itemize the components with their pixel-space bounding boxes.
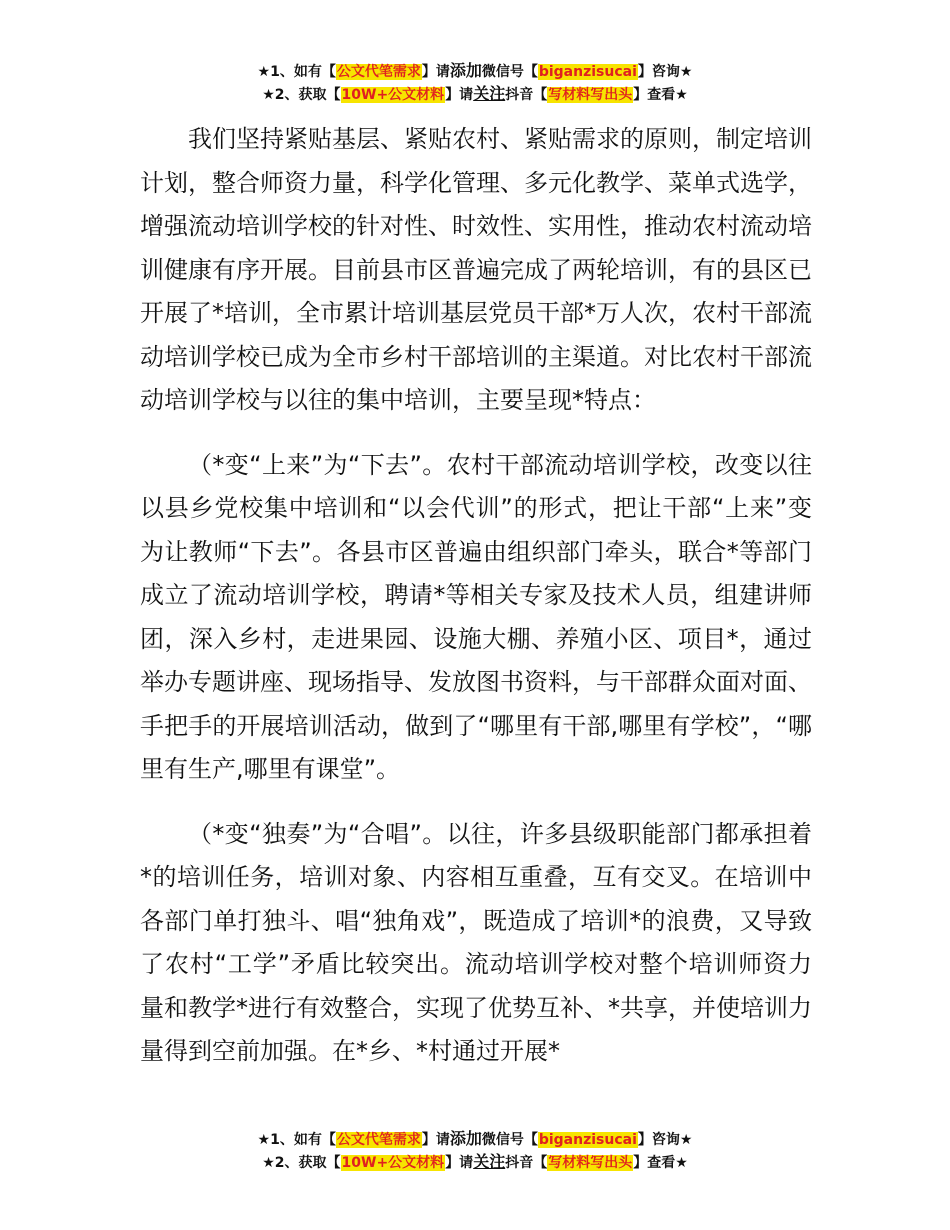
banner-line-1: ★1、如有【公文代笔需求】请添加微信号【biganzisucai】咨询★ [257,1129,693,1148]
banner-line-2: ★2、获取【10W+公文材料】请关注抖音【写材料写出头】查看★ [262,1152,688,1171]
highlight-tag: 写材料写出头 [548,87,633,103]
document-body [140,118,812,1074]
header-banner [0,60,950,106]
highlight-tag: 10W+公文材料 [341,1155,445,1171]
paragraph: （*变“上来”为“下去”。农村干部流动培训学校，改变以往以县乡党校集中培训和“以会代训”的形式，把让干部“上来”变为让教师“下去”。各县市区普遍由组织部门牵头，联合*等部门成立了流动培训学校，聘请*等相关专家及技术人员，组建讲师团，深入乡村，走进果园、设施大棚、养殖小区、项目*，通过举办专题讲座、现场指导、发放图书资料，与干部群众面对面、手把手的开展培训活动，做到了“哪里有干部,哪里有学校”，“哪里有生产,哪里有课堂”。 [140,450,812,783]
highlight-tag: 10W+公文材料 [341,87,445,103]
banner-line-2: ★2、获取【10W+公文材料】请关注抖音【写材料写出头】查看★ [262,84,688,103]
banner-line-1: ★1、如有【公文代笔需求】请添加微信号【biganzisucai】咨询★ [257,61,693,80]
highlight-tag: biganzisucai [538,1132,637,1148]
highlight-tag: biganzisucai [538,64,637,80]
paragraph: 我们坚持紧贴基层、紧贴农村、紧贴需求的原则，制定培训计划，整合师资力量，科学化管理、多元化教学、菜单式选学，增强流动培训学校的针对性、时效性、实用性，推动农村流动培训健康有序开展。目前县市区普遍完成了两轮培训，有的县区已开展了*培训，全市累计培训基层党员干部*万人次，农村干部流动培训学校已成为全市乡村干部培训的主渠道。对比农村干部流动培训学校与以往的集中培训，主要呈现*特点： [140,125,812,414]
paragraph: （*变“独奏”为“合唱”。以往，许多县级职能部门都承担着*的培训任务，培训对象、内容相互重叠，互有交叉。在培训中各部门单打独斗、唱“独角戏”，既造成了培训*的浪费，又导致了农村“工学”矛盾比较突出。流动培训学校对整个培训师资力量和教学*进行有效整合，实现了优势互补、*共享，并使培训力量得到空前加强。在*乡、*村通过开展* [140,819,812,1065]
footer-banner [0,1128,950,1174]
highlight-tag: 公文代笔需求 [336,64,421,80]
highlight-tag: 写材料写出头 [548,1155,633,1171]
highlight-tag: 公文代笔需求 [336,1132,421,1148]
